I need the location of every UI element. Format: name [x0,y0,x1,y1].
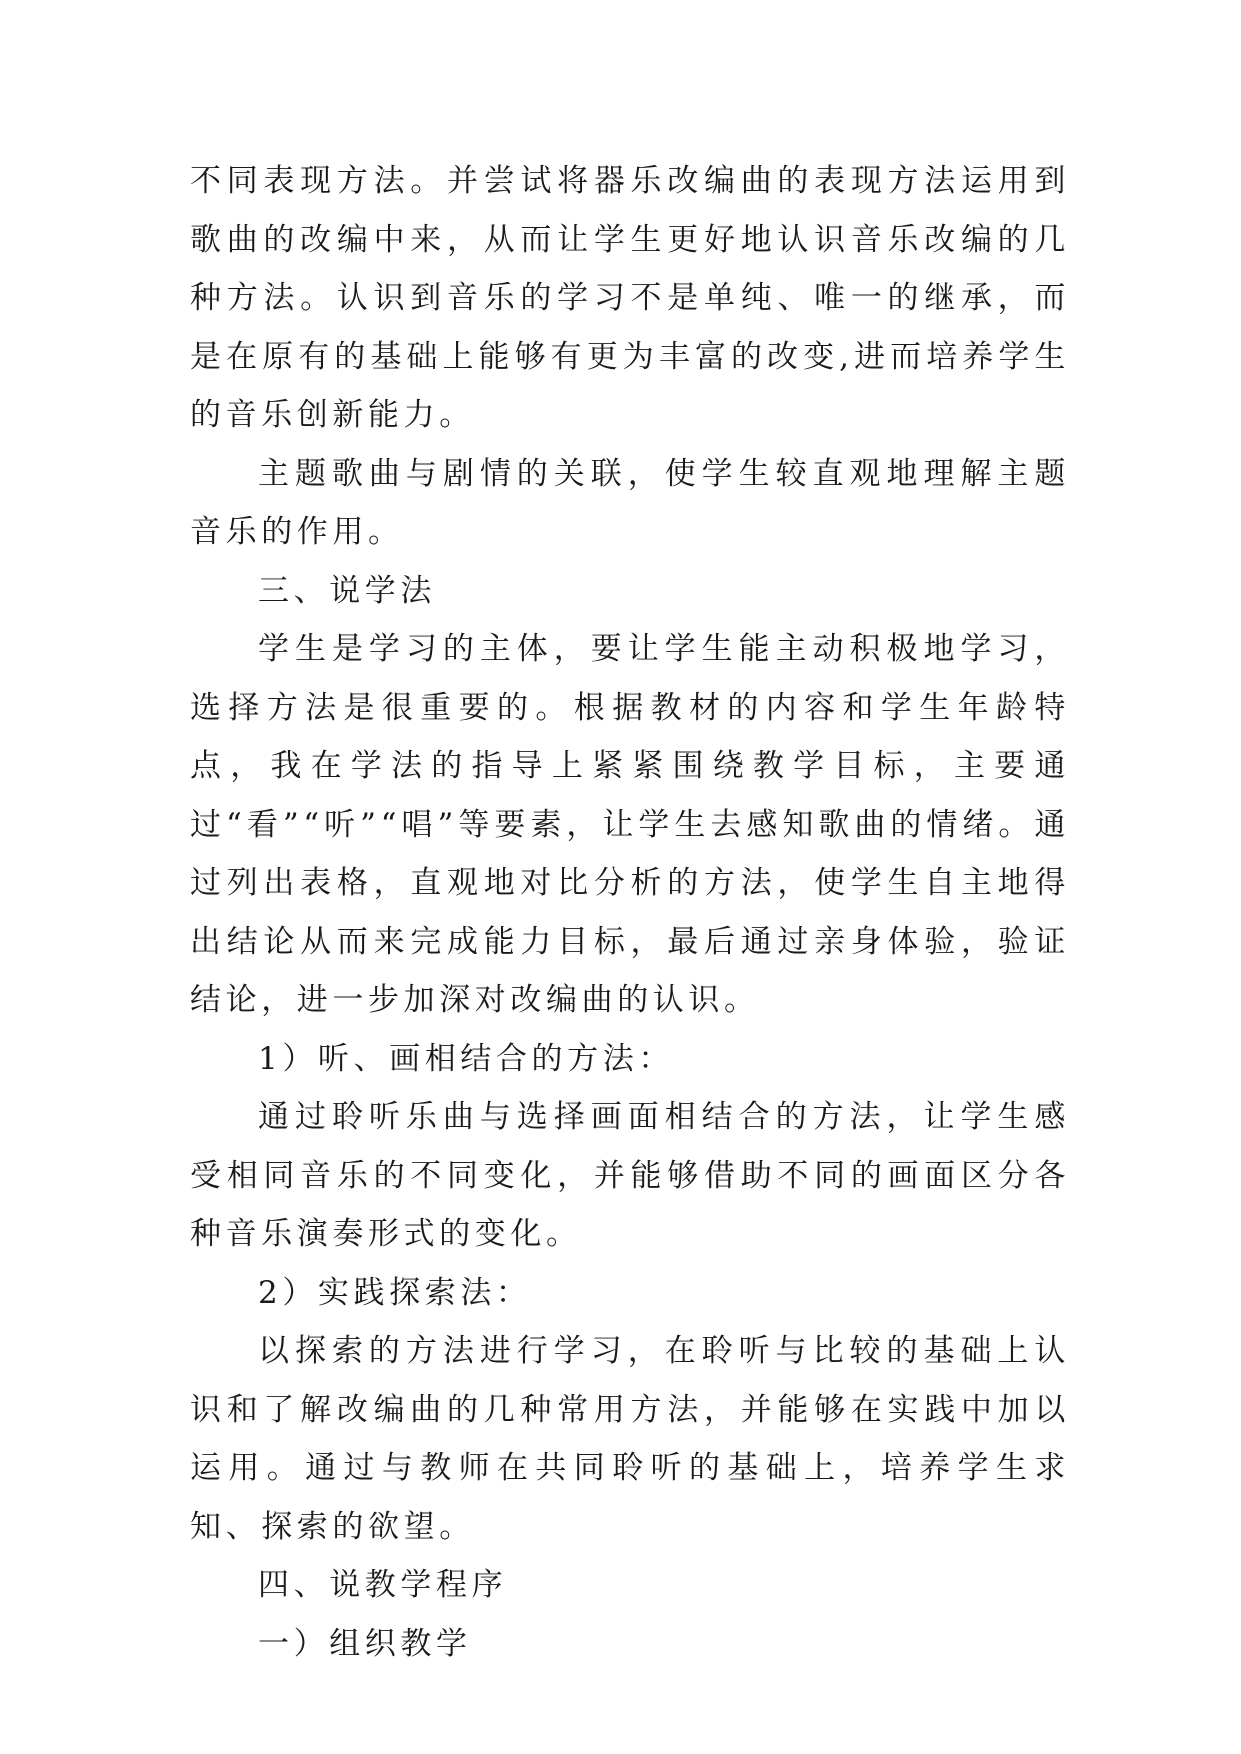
paragraph-learning-method: 学生是学习的主体，要让学生能主动积极地学习，选择方法是很重要的。根据教材的内容和学生年龄特点，我在学法的指导上紧紧围绕教学目标，主要通过“看”“听”“唱”等要素，让学生去感知歌曲的情绪。通过列出表格，直观地对比分析的方法，使学生自主地得出结论从而来完成能力目标，最后通过亲身体验，验证结论，进一步加深对改编曲的认识。 [190,631,1070,1018]
section-heading-teaching-procedure: 四、说教学程序 [258,1567,508,1603]
paragraph-continuation: 不同表现方法。并尝试将器乐改编曲的表现方法运用到歌曲的改编中来，从而让学生更好地认识音乐改编的几种方法。认识到音乐的学习不是单纯、唯一的继承，而是在原有的基础上能够有更为丰富的改变,进而培养学生的音乐创新能力。 [190,163,1070,433]
paragraph-theme-song: 主题歌曲与剧情的关联，使学生较直观地理解主题音乐的作用。 [190,455,1070,550]
subheading-organize-teaching: 一）组织教学 [258,1625,472,1662]
subheading-practice-explore: 2）实践探索法： [258,1274,532,1311]
subheading-listen-draw: 1）听、画相结合的方法： [258,1040,674,1077]
document-body [190,152,1070,1673]
section-heading-learning-method: 三、说学法 [258,572,436,609]
paragraph-listen-draw: 通过聆听乐曲与选择画面相结合的方法，让学生感受相同音乐的不同变化，并能够借助不同的画面区分各种音乐演奏形式的变化。 [190,1099,1070,1252]
paragraph-practice-explore: 以探索的方法进行学习，在聆听与比较的基础上认识和了解改编曲的几种常用方法，并能够在实践中加以运用。通过与教师在共同聆听的基础上，培养学生求知、探索的欲望。 [190,1333,1070,1545]
